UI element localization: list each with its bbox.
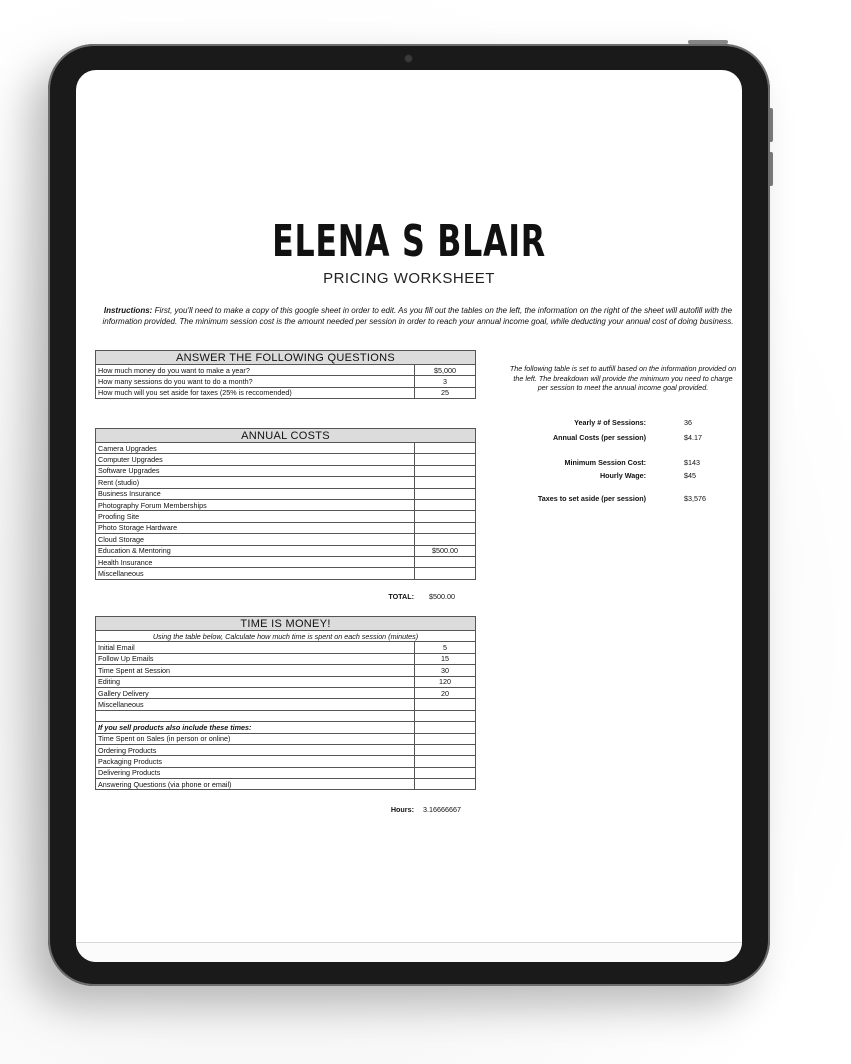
- annual-costs-header: ANNUAL COSTS: [96, 429, 476, 443]
- summary-value: $143: [684, 458, 700, 467]
- camera-icon: [405, 55, 412, 62]
- time-value[interactable]: [415, 767, 476, 778]
- table-row: [96, 779, 476, 790]
- cost-label: Miscellaneous: [96, 568, 415, 579]
- annual-total-row: [95, 592, 476, 604]
- time-value[interactable]: [415, 699, 476, 710]
- time-table: [95, 616, 476, 790]
- summary-value: $3,576: [684, 494, 706, 503]
- time-label: Editing: [96, 676, 415, 687]
- time-label: Answering Questions (via phone or email): [96, 779, 415, 790]
- table-row: [96, 653, 476, 664]
- summary-value: $45: [684, 471, 696, 480]
- cost-value[interactable]: [415, 499, 476, 510]
- summary-panel: [508, 364, 738, 503]
- cost-value[interactable]: [415, 465, 476, 476]
- time-value[interactable]: [415, 756, 476, 767]
- table-row: [96, 454, 476, 465]
- table-row: [96, 443, 476, 454]
- worksheet-subtitle: PRICING WORKSHEET: [323, 270, 495, 287]
- time-label: Ordering Products: [96, 744, 415, 755]
- cost-value[interactable]: [415, 556, 476, 567]
- table-row: [96, 556, 476, 567]
- cost-label: Business Insurance: [96, 488, 415, 499]
- questions-header: ANSWER THE FOLLOWING QUESTIONS: [96, 351, 476, 365]
- time-label: Follow Up Emails: [96, 653, 415, 664]
- summary-row: [508, 458, 738, 470]
- summary-row: [508, 494, 738, 506]
- cost-value[interactable]: [415, 522, 476, 533]
- time-value[interactable]: 120: [415, 676, 476, 687]
- summary-value: 36: [684, 418, 692, 427]
- table-row: [96, 665, 476, 676]
- cost-label: Health Insurance: [96, 556, 415, 567]
- table-row: [96, 488, 476, 499]
- table-row: [96, 756, 476, 767]
- screen-bottom-bar: [76, 942, 742, 962]
- tablet-screen: [76, 70, 742, 962]
- time-label: Miscellaneous: [96, 699, 415, 710]
- cost-value[interactable]: [415, 488, 476, 499]
- table-row: [96, 699, 476, 710]
- time-label: Time Spent at Session: [96, 665, 415, 676]
- time-value[interactable]: 20: [415, 687, 476, 698]
- summary-label: Yearly # of Sessions:: [574, 418, 646, 427]
- question-label: How much will you set aside for taxes (25% is reccomended): [96, 387, 415, 398]
- total-label: TOTAL:: [388, 592, 414, 601]
- instructions-text: First, you'll need to make a copy of this google sheet in order to edit. As you fill out the tables on the left, the information on the right of the sheet will autofill with the information provided. The minimum session cost is the amount needed per session in order to reach your annual income goal, while deducting your annual cost of doing business.: [102, 306, 734, 326]
- table-row: [96, 365, 476, 376]
- instructions: [94, 306, 742, 327]
- table-row: [96, 710, 476, 721]
- summary-label: Annual Costs (per session): [552, 433, 646, 442]
- cost-value[interactable]: $500.00: [415, 545, 476, 556]
- time-value[interactable]: 30: [415, 665, 476, 676]
- table-row: [96, 733, 476, 744]
- table-row: [96, 722, 476, 733]
- question-label: How much money do you want to make a year?: [96, 365, 415, 376]
- time-header: TIME IS MONEY!: [96, 617, 476, 631]
- time-subheader: Using the table below, Calculate how much time is spent on each session (minutes): [96, 631, 476, 642]
- cost-label: Rent (studio): [96, 477, 415, 488]
- summary-row: [508, 433, 738, 445]
- summary-description: The following table is set to autfill based on the information provided on the left. The breakdown will provide the minimum you need to charge per session to meet the annual income goal provided.: [509, 364, 737, 392]
- summary-value: $4.17: [684, 433, 702, 442]
- brand-title: ELENA S BLAIR: [272, 216, 546, 267]
- questions-table: [95, 350, 476, 399]
- summary-label: Taxes to set aside (per session): [537, 494, 646, 503]
- table-row: [96, 534, 476, 545]
- annual-costs-table: [95, 428, 476, 580]
- products-note: If you sell products also include these times:: [96, 722, 415, 733]
- cost-value[interactable]: [415, 477, 476, 488]
- question-label: How many sessions do you want to do a month?: [96, 376, 415, 387]
- question-value[interactable]: 3: [415, 376, 476, 387]
- table-row: [96, 522, 476, 533]
- hours-value: 3.16666667: [423, 805, 461, 814]
- table-row: [96, 545, 476, 556]
- cost-label: Software Upgrades: [96, 465, 415, 476]
- summary-row: [508, 471, 738, 483]
- table-row: [96, 387, 476, 398]
- cost-value[interactable]: [415, 534, 476, 545]
- time-value[interactable]: [415, 710, 476, 721]
- question-value[interactable]: $5,000: [415, 365, 476, 376]
- time-label: Gallery Delivery: [96, 687, 415, 698]
- summary-label: Hourly Wage:: [599, 471, 646, 480]
- table-row: [96, 376, 476, 387]
- cost-value[interactable]: [415, 511, 476, 522]
- cost-label: Education & Mentoring: [96, 545, 415, 556]
- summary-label: Minimum Session Cost:: [564, 458, 646, 467]
- table-row: [96, 642, 476, 653]
- cost-label: Photography Forum Memberships: [96, 499, 415, 510]
- time-label: Initial Email: [96, 642, 415, 653]
- time-value[interactable]: [415, 722, 476, 733]
- cost-label: Photo Storage Hardware: [96, 522, 415, 533]
- question-value[interactable]: 25: [415, 387, 476, 398]
- summary-row: [508, 418, 738, 430]
- hours-label: Hours:: [390, 805, 414, 814]
- cost-value[interactable]: [415, 443, 476, 454]
- time-label: Delivering Products: [96, 767, 415, 778]
- table-row: [96, 744, 476, 755]
- table-row: [96, 499, 476, 510]
- hours-row: [95, 805, 476, 817]
- table-row: [96, 477, 476, 488]
- instructions-label: Instructions:: [103, 306, 153, 315]
- cost-label: Cloud Storage: [96, 534, 415, 545]
- time-value[interactable]: [415, 779, 476, 790]
- time-value[interactable]: [415, 744, 476, 755]
- cost-label: Computer Upgrades: [96, 454, 415, 465]
- cost-value[interactable]: [415, 568, 476, 579]
- cost-label: Camera Upgrades: [96, 443, 415, 454]
- time-label: [96, 710, 415, 721]
- table-row: [96, 676, 476, 687]
- time-value[interactable]: 5: [415, 642, 476, 653]
- table-row: [96, 465, 476, 476]
- cost-label: Proofing Site: [96, 511, 415, 522]
- table-row: [96, 511, 476, 522]
- time-label: Packaging Products: [96, 756, 415, 767]
- cost-value[interactable]: [415, 454, 476, 465]
- time-value[interactable]: [415, 733, 476, 744]
- table-row: [96, 767, 476, 778]
- total-value: $500.00: [429, 592, 455, 601]
- table-row: [96, 687, 476, 698]
- time-label: Time Spent on Sales (in person or online): [96, 733, 415, 744]
- time-value[interactable]: 15: [415, 653, 476, 664]
- table-row: [96, 568, 476, 579]
